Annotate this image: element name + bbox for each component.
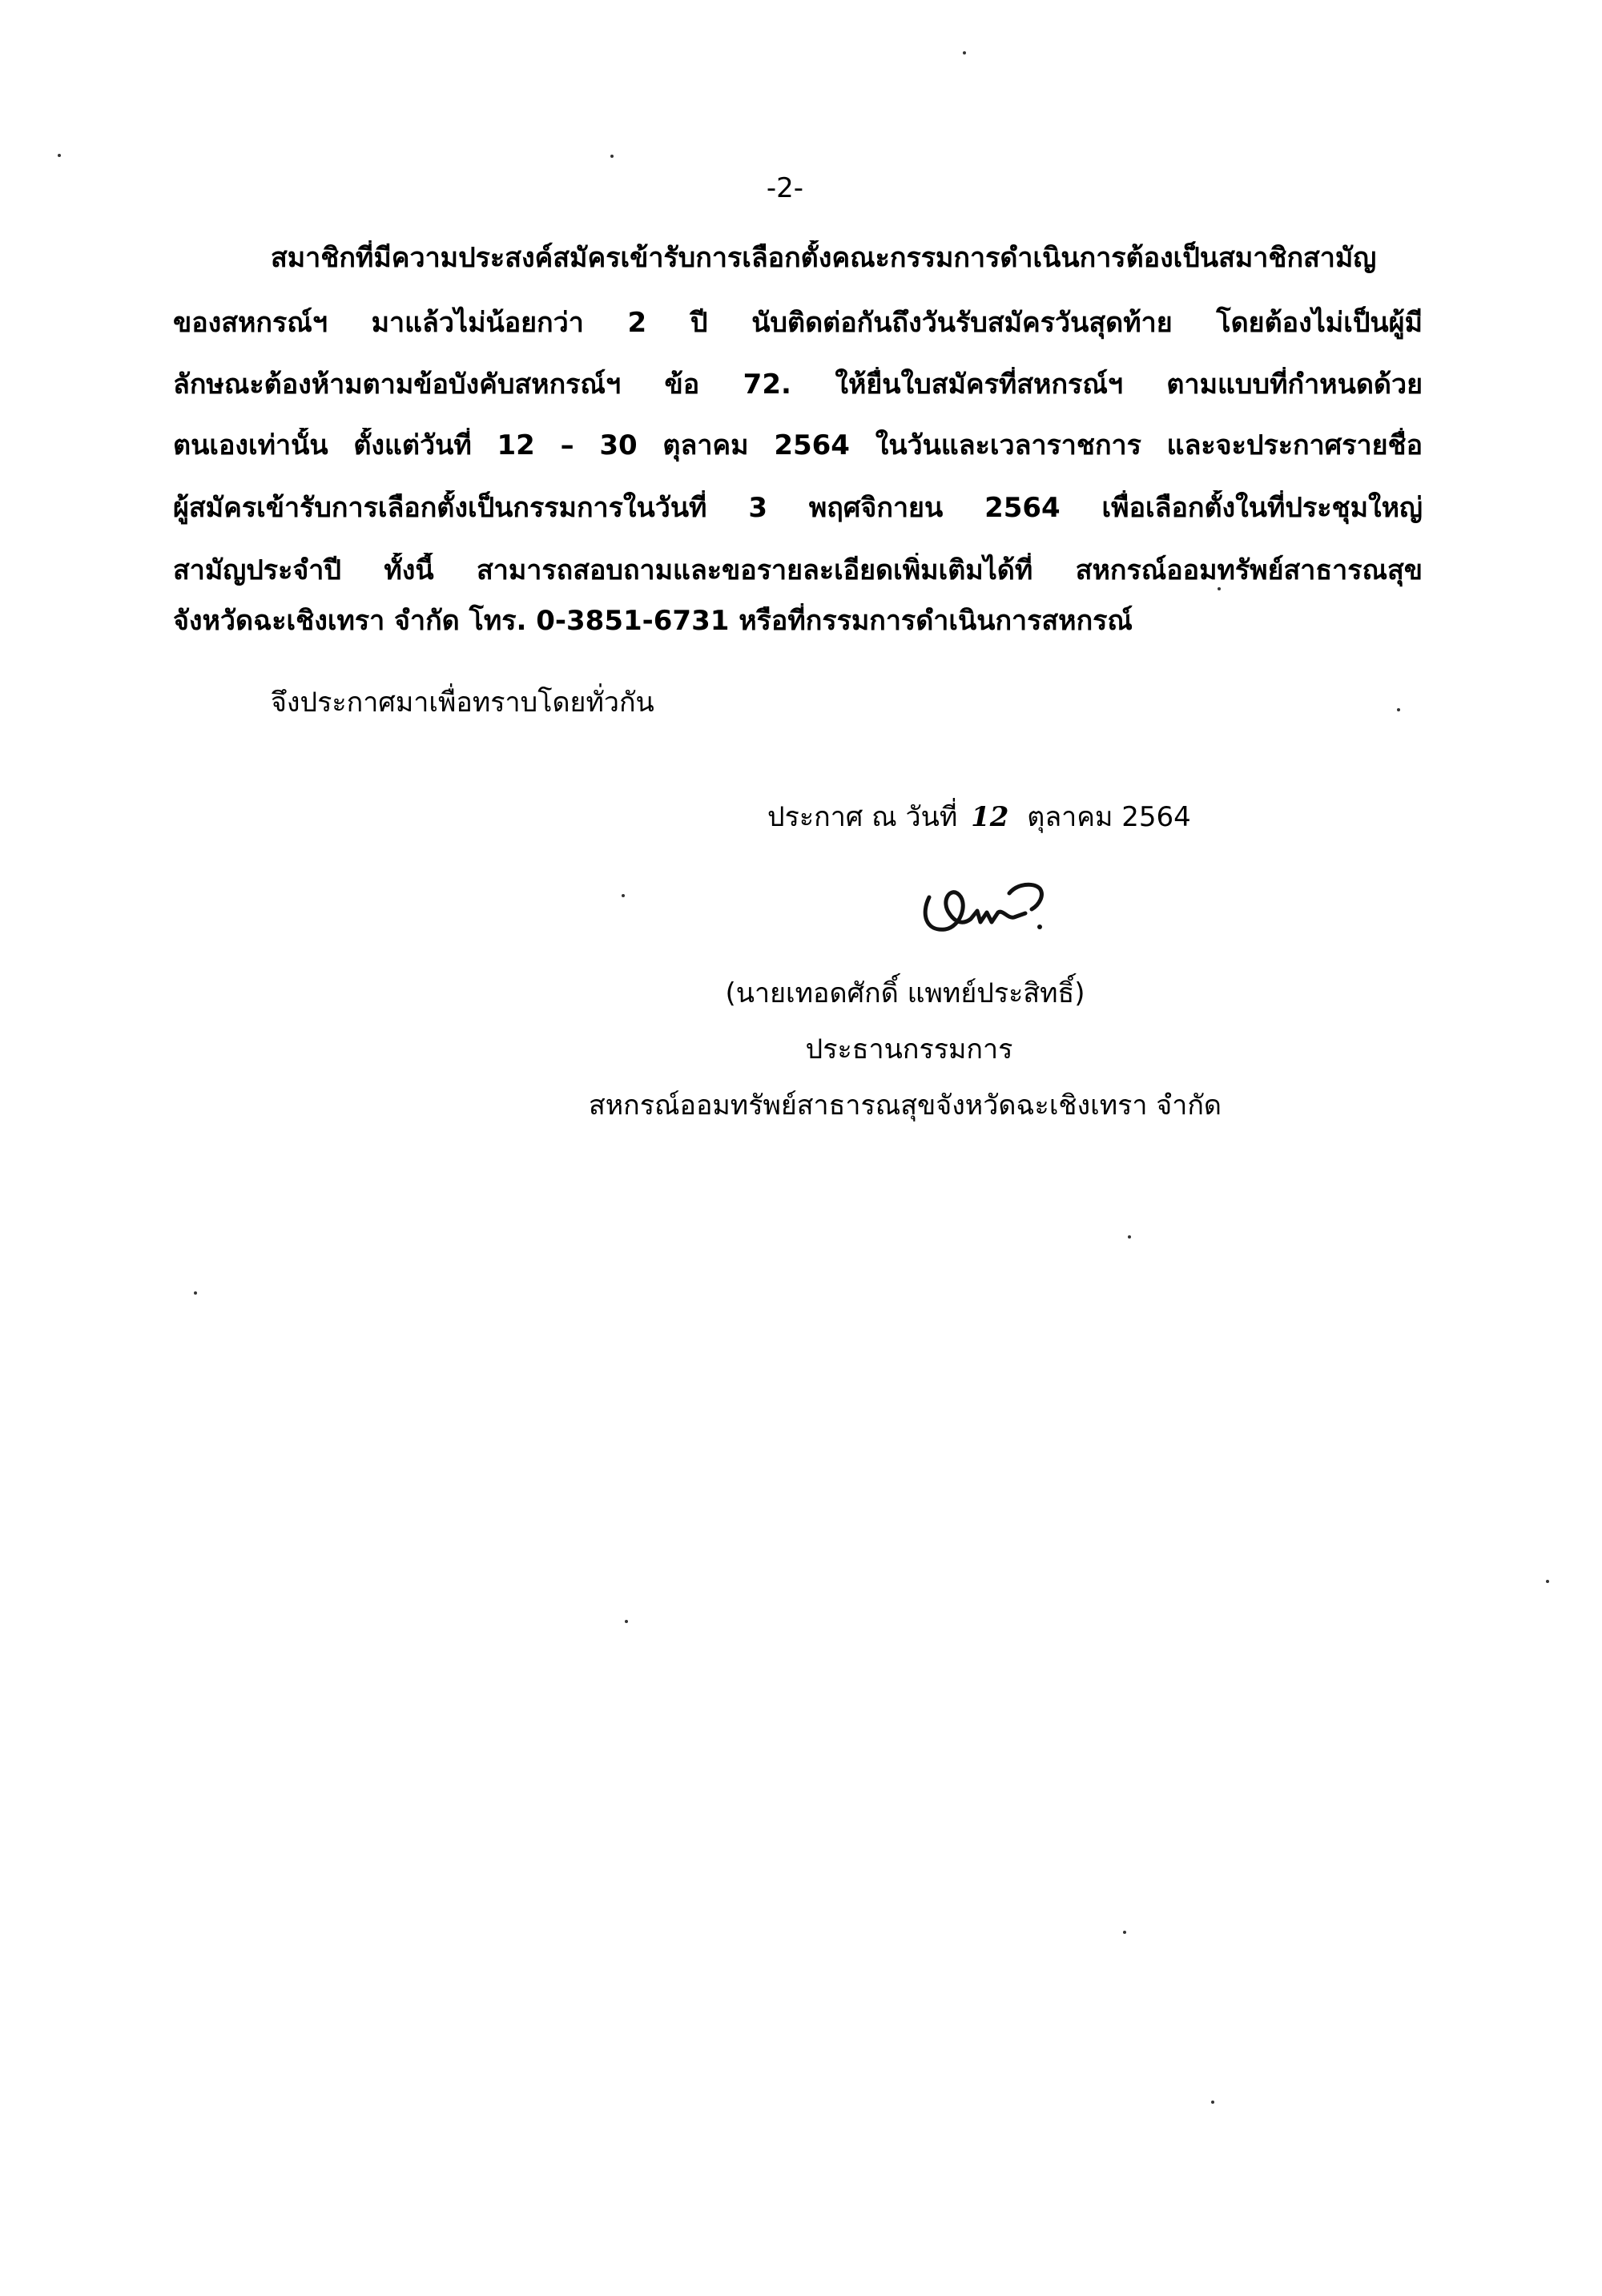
signature-image xyxy=(913,869,1073,949)
scan-speck xyxy=(1546,1580,1549,1583)
scan-speck xyxy=(1123,1931,1126,1934)
scan-speck xyxy=(625,1620,628,1623)
handwritten-day: 12 xyxy=(971,801,1009,833)
signer-name: (นายเทอดศักดิ์ แพทย์ประสิทธิ์) xyxy=(725,977,1085,1009)
paragraph-line-6: สามัญประจำปี ทั้งนี้ สามารถสอบถามและขอรายละเอียดเพิ่มเติมได้ที่ สหกรณ์ออมทรัพย์สาธารณสุข xyxy=(173,554,1423,586)
scan-speck xyxy=(58,154,61,157)
scan-speck xyxy=(622,894,625,897)
scan-speck xyxy=(963,51,966,54)
date-prefix: ประกาศ ณ วันที่ xyxy=(767,801,958,833)
scan-speck xyxy=(1397,708,1400,711)
scan-speck xyxy=(1211,2101,1214,2104)
scan-speck xyxy=(194,1291,197,1295)
scan-speck xyxy=(610,155,614,158)
paragraph-line-5: ผู้สมัครเข้ารับการเลือกตั้งเป็นกรรมการในวันที่ 3 พฤศจิกายน 2564 เพื่อเลือกตั้งในที่ประชุมใหญ่ xyxy=(173,492,1423,524)
signer-organization: สหกรณ์ออมทรัพย์สาธารณสุขจังหวัดฉะเชิงเทรา จำกัด xyxy=(588,1090,1222,1122)
scan-speck xyxy=(1218,587,1221,590)
paragraph-line-4: ตนเองเท่านั้น ตั้งแต่วันที่ 12 – 30 ตุลาคม 2564 ในวันและเวลาราชการ และจะประกาศรายชื่อ xyxy=(173,429,1423,461)
scan-speck xyxy=(1128,1235,1131,1239)
date-month-year: ตุลาคม 2564 xyxy=(1027,801,1191,833)
paragraph-line-7: จังหวัดฉะเชิงเทรา จำกัด โทร. 0-3851-6731 หรือที่กรรมการดำเนินการสหกรณ์ xyxy=(173,605,1133,637)
closing-statement: จึงประกาศมาเพื่อทราบโดยทั่วกัน xyxy=(271,687,654,719)
signer-title: ประธานกรรมการ xyxy=(805,1033,1013,1065)
announcement-date xyxy=(767,800,1191,835)
paragraph-line-3: ลักษณะต้องห้ามตามข้อบังคับสหกรณ์ฯ ข้อ 72. ให้ยื่นใบสมัครที่สหกรณ์ฯ ตามแบบที่กำหนดด้วย xyxy=(173,369,1423,401)
paragraph-line-1: สมาชิกที่มีความประสงค์สมัครเข้ารับการเลือกตั้งคณะกรรมการดำเนินการต้องเป็นสมาชิกสามัญ xyxy=(271,242,1377,274)
paragraph-line-2: ของสหกรณ์ฯ มาแล้วไม่น้อยกว่า 2 ปี นับติดต่อกันถึงวันรับสมัครวันสุดท้าย โดยต้องไม่เป็นผู้มี xyxy=(173,307,1423,339)
page-number: -2- xyxy=(766,172,804,204)
